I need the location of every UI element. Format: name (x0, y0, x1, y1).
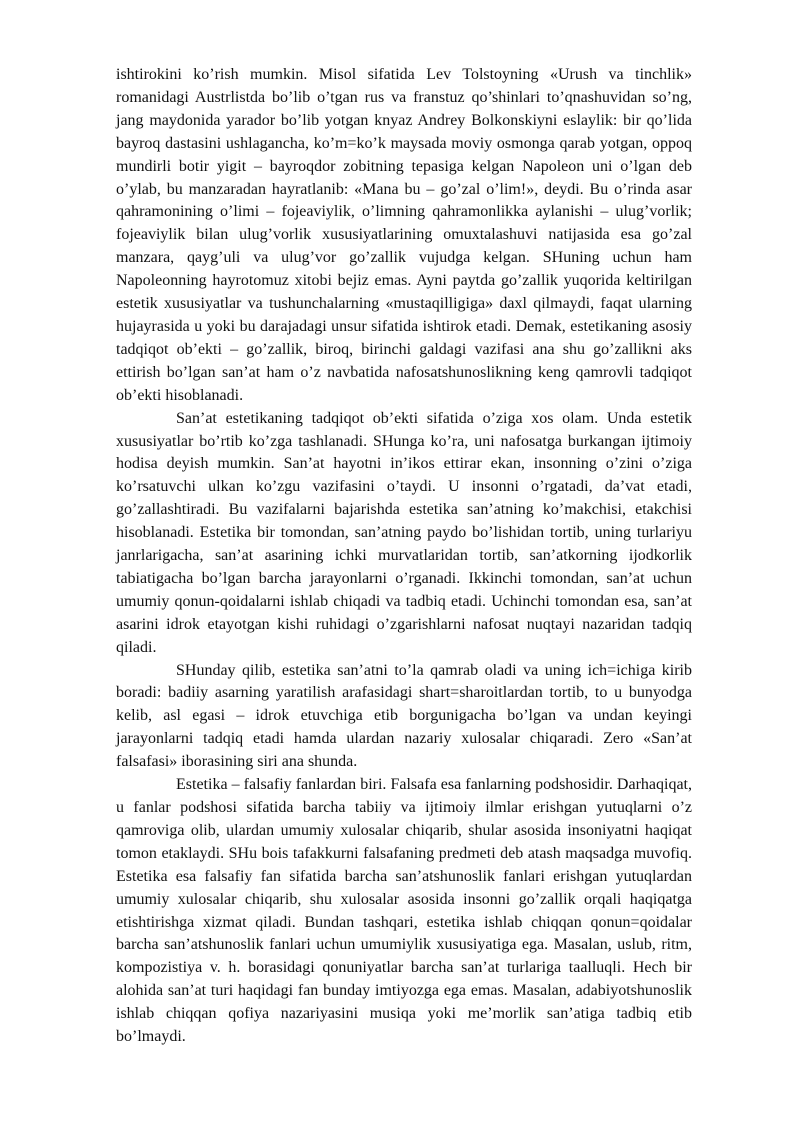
paragraph-3: SHunday qilib, estetika san’atni to’la qamrab oladi va uning ich=ichiga kirib boradi: badiiy asarning yaratilish arafasidagi shart=sharoitlardan tortib, to u bunyodga kelib, asl egasi – idrok etuvchiga etib borgunigacha bo’lgan va undan keyingi jarayonlarni tadqiq etadi hamda ulardan nazariy xulosalar chiqaradi. Zero «San’at falsafasi» iborasining siri ana shunda. (116, 661, 692, 771)
document-page (116, 64, 692, 1049)
paragraph-4: Estetika – falsafiy fanlardan biri. Falsafa esa fanlarning podshosidir. Darhaqiqat, u fanlar podshosi sifatida barcha tabiiy va ijtimoiy ilmlar erishgan yutuqlarni o’z qamroviga olib, ulardan umumiy xulosalar chiqarib, shular asosida insoniyatni haqiqat tomon etaklaydi. SHu bois tafakkurni falsafaning predmeti deb atash maqsadga muvofiq. Estetika esa falsafiy fan sifatida barcha san’atshunoslik fanlari erishgan yutuqlardan umumiy xulosalar chiqarib, shu xulosalar asosida insonni go’zallik orqali haqiqatga etishtirishga xizmat qiladi. Bundan tashqari, estetika ishlab chiqqan qonun=qoidalar barcha san’atshunoslik fanlari uchun umumiylik xususiyatiga ega. Masalan, uslub, ritm, kompozistiya v. h. borasidagi qonuniyatlar barcha san’at turlariga taalluqli. Hech bir alohida san’at turi haqidagi fan bunday imtiyozga ega emas. Masalan, adabiyotshunoslik ishlab chiqqan qofiya nazariyasini musiqa yoki me’morlik san’atiga tadbiq etib bo’lmaydi. (116, 776, 692, 1046)
paragraph-2: San’at estetikaning tadqiqot ob’ekti sifatida o’ziga xos olam. Unda estetik xususiyatlar bo’rtib ko’zga tashlanadi. SHunga ko’ra, uni nafosatga burkangan ijtimoiy hodisa deyish mumkin. San’at hayotni in’ikos ettirar ekan, insonning o’zini o’ziga ko’rsatuvchi ulkan ko’zgu vazifasini o’taydi. U insonni o’rgatadi, da’vat etadi, go’zallashtiradi. Bu vazifalarni bajarishda estetika san’atning ko’makchisi, etakchisi hisoblanadi. Estetika bir tomondan, san’atning paydo bo’lishidan tortib, uning turlariyu janrlarigacha, san’at asarining ichki murvatlaridan tortib, san’atkorning ijodkorlik tabiatigacha bo’lgan barcha jarayonlarni o’rganadi. Ikkinchi tomondan, san’at uchun umumiy qonun-qoidalarni ishlab chiqadi va tadbiq etadi. Uchinchi tomondan esa, san’at asarini idrok etayotgan kishi ruhidagi o’zgarishlarni nafosat nuqtayi nazaridan tadqiq qiladi. (116, 409, 692, 656)
paragraph-1: ishtirokini ko’rish mumkin. Misol sifatida Lev Tolstoyning «Urush va tinchlik» romanidagi Austrlistda bo’lib o’tgan rus va franstuz qo’shinlari to’qnashuvidan so’ng, jang maydonida yarador bo’lib yotgan knyaz Andrey Bolkonskiyni eslaylik: bir qo’lida bayroq dastasini ushlagancha, ko’m=ko’k maysada moviy osmonga qarab yotgan, oppoq mundirli botir yigit – bayroqdor zobitning tepasiga kelgan Napoleon uni o’lgan deb o’ylab, bu manzaradan hayratlanib: «Mana bu – go’zal o’lim!», deydi. Bu o’rinda asar qahramonining o’limi – fojeaviylik, o’limning qahramonlikka aylanishi – ulug’vorlik; fojeaviylik bilan ulug’vorlik xususiyatlarining omuxtalashuvi natijasida esa go’zal manzara, qayg’uli va ulug’vor go’zallik vujudga kelgan. SHuning uchun ham Napoleonning hayrotomuz xitobi bejiz emas. Ayni paytda go’zallik yuqorida keltirilgan estetik xususiyatlar va tushunchalarning «mustaqilligiga» daxl qilmaydi, faqat ularning hujayrasida u yoki bu darajadagi unsur sifatida ishtirok etadi. Demak, estetikaning asosiy tadqiqot ob’ekti – go’zallik, biroq, birinchi galdagi vazifasi ana shu go’zallikni aks ettirish bo’lgan san’at ham o’z navbatida nafosatshunoslikning keng qamrovli tadqiqot ob’ekti hisoblanadi. (116, 66, 692, 404)
